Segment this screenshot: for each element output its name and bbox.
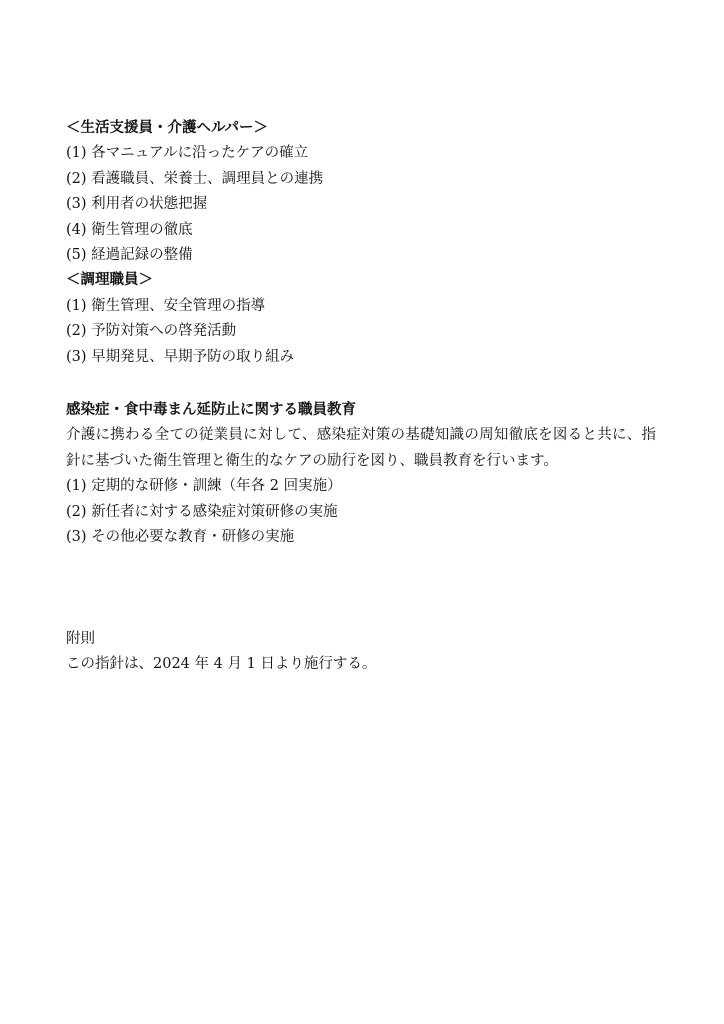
helper-item-2: (2) 看護職員、栄養士、調理員との連携: [66, 170, 324, 187]
cook-heading: ＜調理職員＞: [66, 272, 153, 289]
supplementary-provisions: [66, 627, 666, 678]
cook-item-3: (3) 早期発見、早期予防の取り組み: [66, 348, 295, 365]
helper-item-5: (5) 経過記録の整備: [66, 246, 193, 263]
helper-item-1: (1) 各マニュアルに沿ったケアの確立: [66, 145, 309, 162]
education-item-1: (1) 定期的な研修・訓練（年各 2 回実施）: [66, 478, 342, 495]
education-heading: 感染症・食中毒まん延防止に関する職員教育: [66, 402, 356, 418]
education-paragraph: 介護に携わる全ての従業員に対して、感染症対策の基礎知識の周知徹底を図ると共に、指針に基づいた衛生管理と衛生的なケアの励行を図り、職員教育を行います。: [66, 427, 656, 469]
cook-item-2: (2) 予防対策への啓発活動: [66, 323, 237, 340]
staff-education-section: [66, 398, 666, 550]
helper-item-3: (3) 利用者の状態把握: [66, 196, 208, 213]
helper-item-4: (4) 衛生管理の徹底: [66, 221, 193, 238]
staff-roles-section: [66, 116, 666, 370]
supplementary-heading: 附則: [66, 631, 95, 647]
education-item-2: (2) 新任者に対する感染症対策研修の実施: [66, 503, 338, 520]
helper-heading: ＜生活支援員・介護ヘルパー＞: [66, 120, 268, 136]
education-item-3: (3) その他必要な教育・研修の実施: [66, 528, 295, 545]
supplementary-text: この指針は、2024 年 4 月 1 日より施行する。: [66, 656, 377, 673]
cook-item-1: (1) 衛生管理、安全管理の指導: [66, 297, 266, 314]
